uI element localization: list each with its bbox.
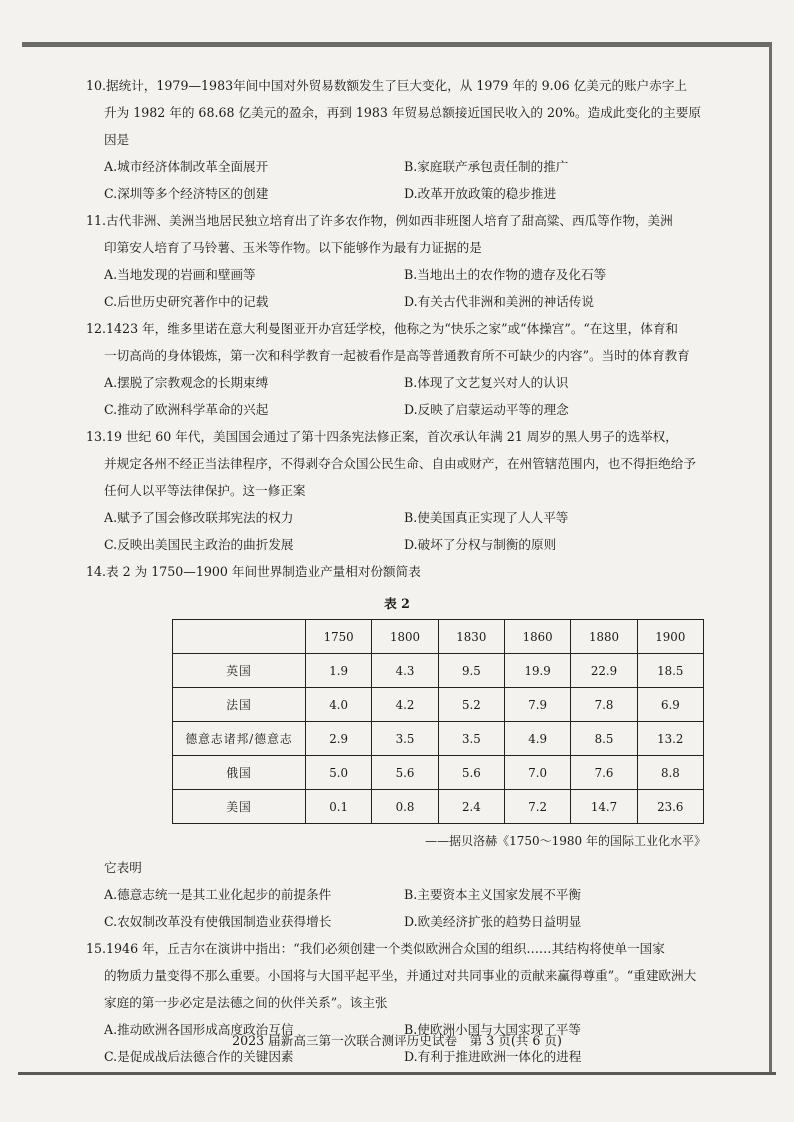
year-header: 1860 — [504, 620, 570, 654]
option-a: A.当地发现的岩画和壁画等 — [104, 267, 256, 282]
table-header-row — [173, 620, 704, 654]
question-10 — [86, 72, 708, 207]
option-b: B.使欧洲小国与大国实现了平等 — [404, 1022, 581, 1037]
option-a: A.推动欧洲各国形成高度政治互信 — [104, 1022, 294, 1037]
share-value: 6.9 — [637, 688, 703, 722]
share-value: 23.6 — [637, 790, 703, 824]
option-c: C.农奴制改革没有使俄国制造业获得增长 — [104, 914, 332, 929]
question-stem-continued: 印第安人培育了马铃薯、玉米等作物。以下能够作为最有力证据的是 — [104, 240, 482, 255]
option-a: A.城市经济体制改革全面展开 — [104, 159, 269, 174]
exam-page — [86, 72, 708, 1070]
share-value: 4.9 — [504, 722, 570, 756]
share-value: 5.0 — [306, 756, 372, 790]
option-c: C.后世历史研究著作中的记载 — [104, 294, 269, 309]
options — [86, 153, 708, 207]
share-value: 4.0 — [306, 688, 372, 722]
table-corner-cell — [173, 620, 306, 654]
table-title: 表 2 — [384, 596, 410, 611]
scan-edge-bottom — [18, 1072, 776, 1075]
option-d: D.反映了启蒙运动平等的理念 — [404, 402, 569, 417]
manufacturing-share-table — [172, 619, 704, 824]
share-value: 1.9 — [306, 654, 372, 688]
share-value: 13.2 — [637, 722, 703, 756]
option-a: A.赋予了国会修改联邦宪法的权力 — [104, 510, 294, 525]
share-value: 3.5 — [372, 722, 438, 756]
question-stem-continued: 的物质力量变得不那么重要。小国将与大国平起平坐，并通过对共同事业的贡献来赢得尊重”。“重建欧洲大家庭的第一步必定是法德之间的伙伴关系”。该主张 — [104, 968, 697, 1010]
question-stem-continued: 一切高尚的身体锻炼，第一次和科学教育一起被看作是高等普通教育所不可缺少的内容”。当时的体育教育 — [104, 348, 690, 363]
country-name: 英国 — [173, 654, 306, 688]
question-stem: 15.1946 年，丘吉尔在演讲中指出：“我们必须创建一个类似欧洲合众国的组织……其结构将使单一国家 — [86, 941, 665, 956]
option-d: D.改革开放政策的稳步推进 — [404, 186, 557, 201]
option-c: C.是促成战后法德合作的关键因素 — [104, 1049, 294, 1064]
scan-edge-top — [22, 42, 772, 47]
question-stem: 12.1423 年，维多里诺在意大利曼图亚开办宫廷学校，他称之为“快乐之家”或“体操宫”。“在这里，体育和 — [86, 321, 679, 336]
option-b: B.主要资本主义国家发展不平衡 — [404, 887, 581, 902]
country-name: 德意志诸邦/德意志 — [173, 722, 306, 756]
option-b: B.使美国真正实现了人人平等 — [404, 510, 569, 525]
country-name: 俄国 — [173, 756, 306, 790]
share-value: 3.5 — [438, 722, 504, 756]
option-a: A.德意志统一是其工业化起步的前提条件 — [104, 887, 332, 902]
share-value: 2.9 — [306, 722, 372, 756]
options — [86, 261, 708, 315]
table-source: ——据贝洛赫《1750～1980 年的国际工业化水平》 — [425, 834, 706, 848]
table-row — [173, 790, 704, 824]
scan-edge-right — [769, 42, 772, 1074]
question-stem-continued: 并规定各州不经正当法律程序，不得剥夺合众国公民生命、自由或财产，在州管辖范围内，也不得拒绝给予任何人以平等法律保护。这一修正案 — [104, 456, 696, 498]
share-value: 7.2 — [504, 790, 570, 824]
question-13 — [86, 423, 708, 558]
share-value: 18.5 — [637, 654, 703, 688]
question-stem-continued: 升为 1982 年的 68.68 亿美元的盈余，再到 1983 年贸易总额接近国民收入的 20%。造成此变化的主要原因是 — [104, 105, 701, 147]
question-stem: 10.据统计，1979—1983年间中国对外贸易数额发生了巨大变化，从 1979 年的 9.06 亿美元的账户赤字上 — [86, 78, 688, 93]
share-value: 14.7 — [571, 790, 637, 824]
share-value: 8.8 — [637, 756, 703, 790]
option-a: A.摆脱了宗教观念的长期束缚 — [104, 375, 269, 390]
question-stem: 14.表 2 为 1750—1900 年间世界制造业产量相对份额简表 — [86, 564, 421, 579]
share-value: 7.6 — [571, 756, 637, 790]
option-b: B.家庭联产承包责任制的推广 — [404, 159, 569, 174]
table-row — [173, 722, 704, 756]
option-b: B.体现了文艺复兴对人的认识 — [404, 375, 569, 390]
share-value: 7.0 — [504, 756, 570, 790]
question-15 — [86, 935, 708, 1070]
year-header: 1880 — [571, 620, 637, 654]
share-value: 22.9 — [571, 654, 637, 688]
page-footer: 2023 届新高三第一次联合测评历史试卷 第 3 页(共 6 页) — [232, 1033, 562, 1048]
share-value: 0.1 — [306, 790, 372, 824]
year-header: 1800 — [372, 620, 438, 654]
share-value: 4.3 — [372, 654, 438, 688]
country-name: 法国 — [173, 688, 306, 722]
option-d: D.欧美经济扩张的趋势日益明显 — [404, 914, 582, 929]
share-value: 7.9 — [504, 688, 570, 722]
share-value: 9.5 — [438, 654, 504, 688]
question-stem-continued: 它表明 — [104, 860, 142, 875]
question-stem: 11.古代非洲、美洲当地居民独立培育出了许多农作物，例如西非班图人培育了甜高粱、西瓜等作物，美洲 — [86, 213, 673, 228]
share-value: 5.6 — [372, 756, 438, 790]
option-c: C.深圳等多个经济特区的创建 — [104, 186, 269, 201]
question-stem: 13.19 世纪 60 年代，美国国会通过了第十四条宪法修正案，首次承认年满 21 周岁的黑人男子的选举权， — [86, 429, 678, 444]
option-c: C.推动了欧洲科学革命的兴起 — [104, 402, 269, 417]
share-value: 4.2 — [372, 688, 438, 722]
year-header: 1900 — [637, 620, 703, 654]
share-value: 0.8 — [372, 790, 438, 824]
option-b: B.当地出土的农作物的遗存及化石等 — [404, 267, 607, 282]
country-name: 美国 — [173, 790, 306, 824]
options — [86, 881, 708, 935]
table-row — [173, 688, 704, 722]
share-value: 19.9 — [504, 654, 570, 688]
share-value: 5.6 — [438, 756, 504, 790]
share-value: 7.8 — [571, 688, 637, 722]
table-row — [173, 654, 704, 688]
share-value: 5.2 — [438, 688, 504, 722]
year-header: 1830 — [438, 620, 504, 654]
share-value: 2.4 — [438, 790, 504, 824]
option-d: D.破坏了分权与制衡的原则 — [404, 537, 557, 552]
question-12 — [86, 315, 708, 423]
options — [86, 504, 708, 558]
year-header: 1750 — [306, 620, 372, 654]
option-d: D.有利于推进欧洲一体化的进程 — [404, 1049, 582, 1064]
options — [86, 369, 708, 423]
share-value: 8.5 — [571, 722, 637, 756]
option-d: D.有关古代非洲和美洲的神话传说 — [404, 294, 594, 309]
table-row — [173, 756, 704, 790]
option-c: C.反映出美国民主政治的曲折发展 — [104, 537, 294, 552]
question-14 — [86, 558, 708, 935]
question-11 — [86, 207, 708, 315]
